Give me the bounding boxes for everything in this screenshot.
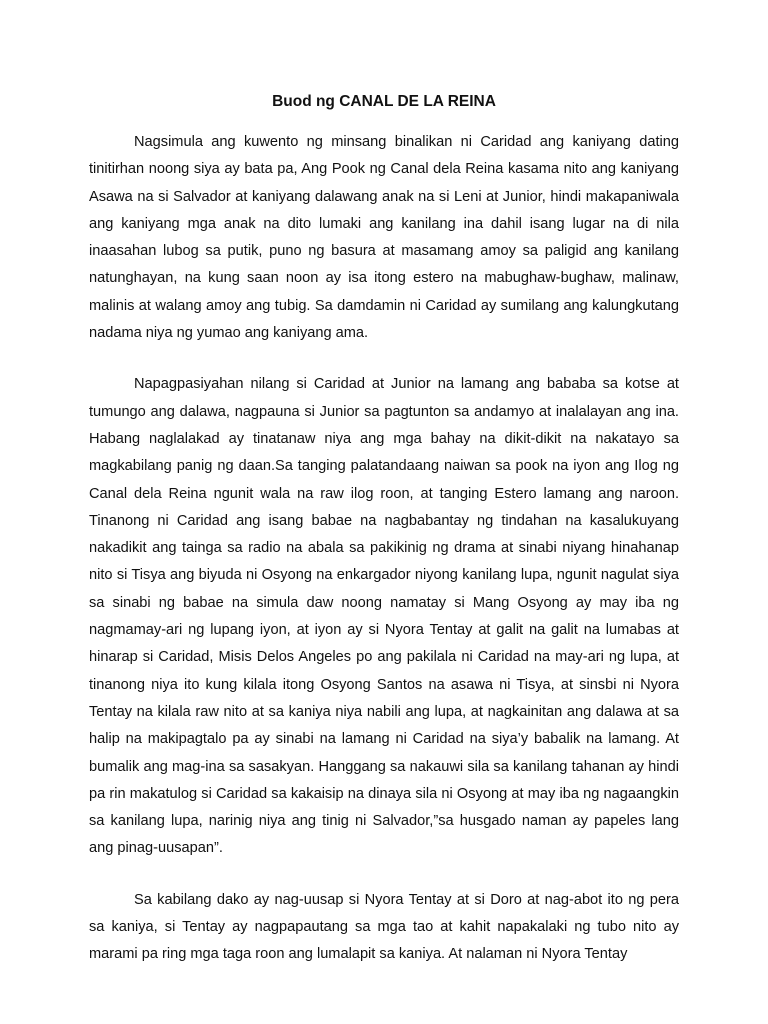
document-body — [89, 129, 679, 993]
paragraph-1: Nagsimula ang kuwento ng minsang binalikan ni Caridad ang kaniyang dating tinitirhan noong siya ay bata pa, Ang Pook ng Canal dela Reina kasama nito ang kaniyang Asawa na si Salvador at kaniyang dalawang anak na si Leni at Junior, hindi makapaniwala ang kaniyang mga anak na dito lumaki ang kanilang ina dahil isang lugar na di nila inaasahan lubog sa putik, puno ng basura at masamang amoy sa paligid ang kanilang natunghayan, na kung saan noon ay isa itong estero na mabughaw-bughaw, malinaw, malinis at walang amoy ang tubig. Sa damdamin ni Caridad ay sumilang ang kalungkutang nadama niya ng yumao ang kaniyang ama. — [89, 134, 679, 342]
paragraph-3: Sa kabilang dako ay nag-uusap si Nyora Tentay at si Doro at nag-abot ito ng pera sa kaniya, si Tentay ay nagpapautang sa mga tao at kahit napakalaki ng tubo nito ay marami pa ring mga taga roon ang lumalapit sa kaniya. At nalaman ni Nyora Tentay — [89, 891, 679, 963]
paragraph-2: Napagpasiyahan nilang si Caridad at Junior na lamang ang bababa sa kotse at tumungo ang dalawa, nagpauna si Junior sa pagtunton sa andamyo at inalalayan ang ina. Habang naglalakad ay tinatanaw niya ang mga bahay na dikit-dikit na nakatayo sa magkabilang panig ng daan.Sa tanging palatandaang naiwan sa pook na iyon ang Ilog ng Canal dela Reina ngunit wala na raw ilog roon, at tanging Estero lamang ang naroon. Tinanong ni Caridad ang isang babae na nagbabantay ng tindahan na kasalukuyang nakadikit ang tainga sa radio na abala sa pakikinig ng drama at sinabi niyang hinahanap nito si Tisya ang biyuda ni Osyong na enkargador niyong kanilang lupa, ngunit nagulat siya sa sinabi ng babae na simula daw noong namatay si Mang Osyong ay may iba ng nagmamay-ari ng lupang iyon, at iyon ay si Nyora Tentay at galit na galit na lumabas at hinarap si Caridad, Misis Delos Angeles po ang pakilala ni Caridad na may-ari ng lupa, at tinanong niya ito kung kilala itong Osyong Santos na asawa ni Tisya, at sinsbi ni Nyora Tentay na kilala raw nito at sa kaniya niya nabili ang lupa, at nagkainitan ang dalawa at sa halip na makipagtalo pa ay sinabi na lamang ni Caridad na siya’y babalik na lamang. At bumalik ang mag-ina sa sasakyan. Hanggang sa nakauwi sila sa kanilang tahanan ay hindi pa rin makatulog si Caridad sa kakaisip na dinaya sila ni Osyong at may iba ng nagaangkin sa kanilang lupa, narinig niya ang tinig ni Salvador,”sa husgado naman ay papeles lang ang pinag-uusapan”. — [89, 376, 679, 857]
document-title: Buod ng CANAL DE LA REINA — [272, 93, 496, 110]
